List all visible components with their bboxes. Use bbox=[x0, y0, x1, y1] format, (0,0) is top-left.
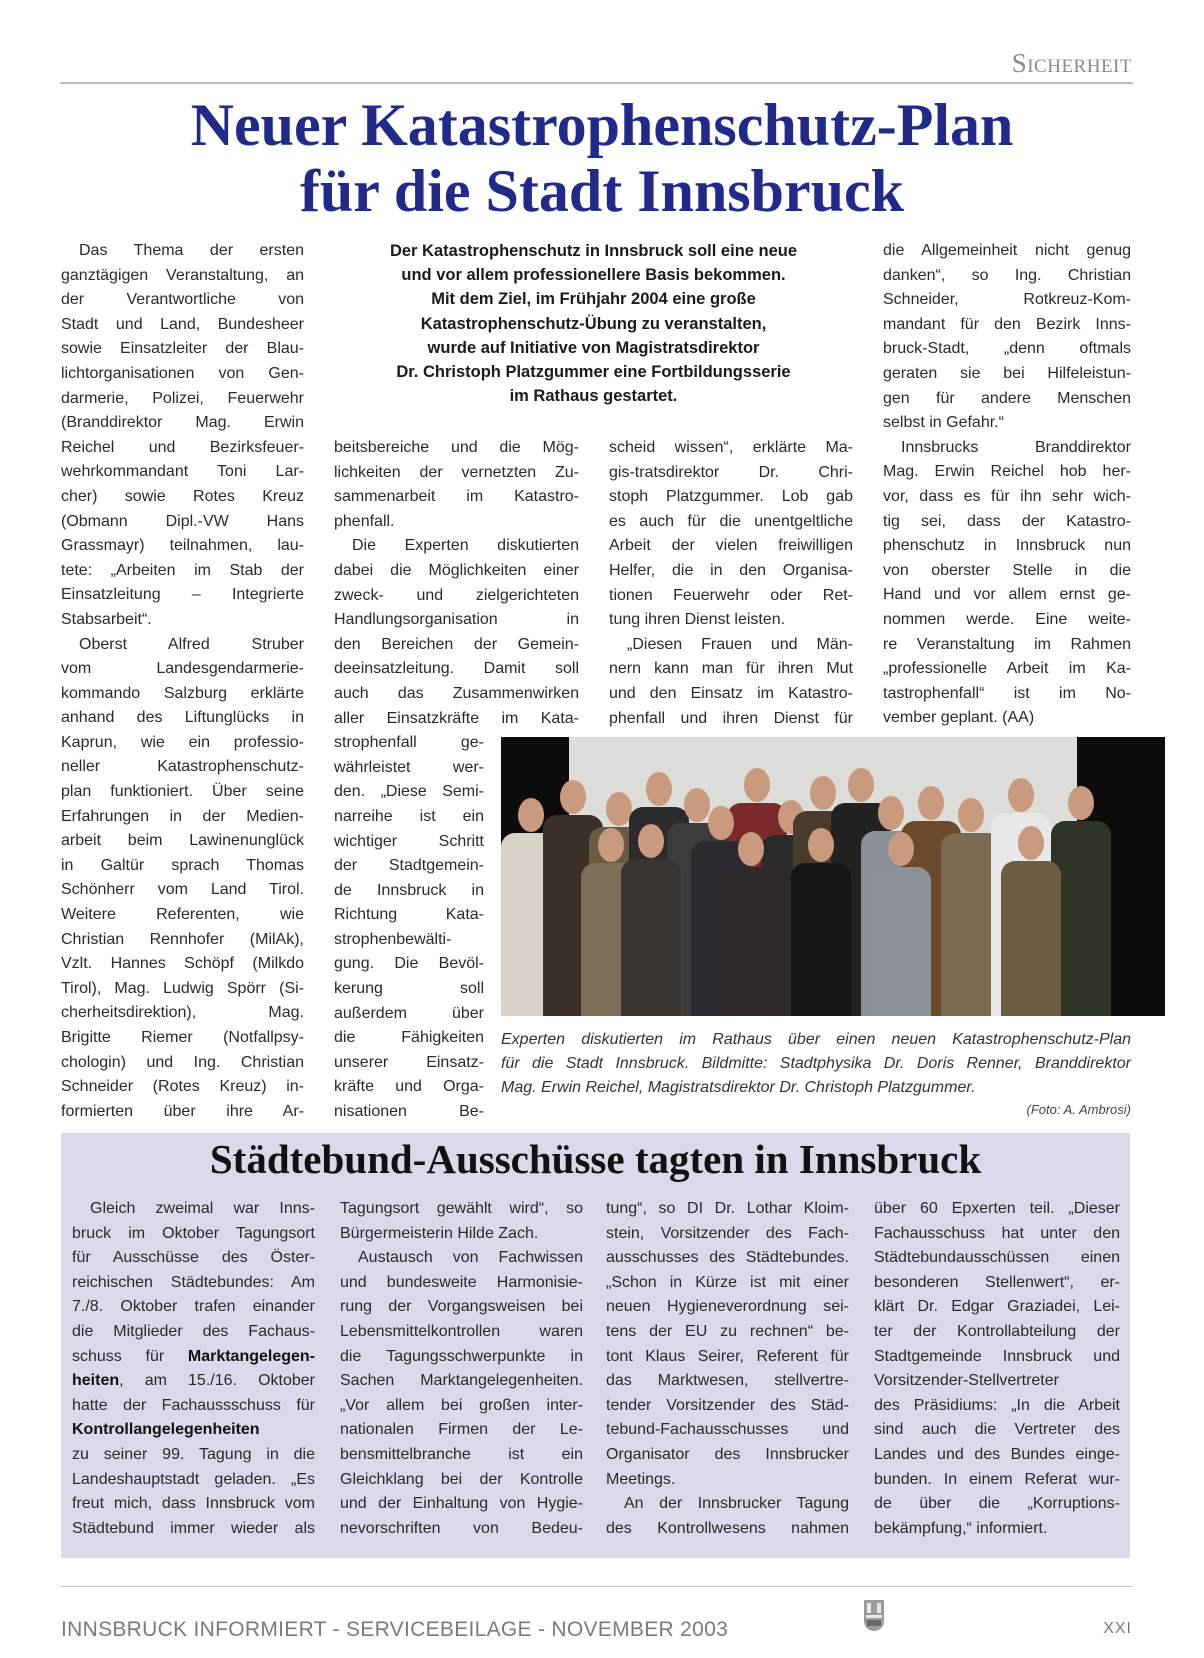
text-line: beitsbereiche und die Mög- bbox=[334, 439, 579, 456]
text-line: zu seiner 99. Tagung in die bbox=[72, 1445, 315, 1463]
footer-rule bbox=[60, 1586, 1133, 1587]
text-line: ter der Kontrollabteilung der bbox=[874, 1322, 1120, 1340]
text-segment: schuss für bbox=[72, 1347, 188, 1365]
person-body bbox=[871, 867, 931, 1016]
text-line: selbst in Gefahr.“ bbox=[883, 414, 1004, 432]
text-line: Stadtgemeinde Innsbruck und bbox=[874, 1347, 1120, 1365]
text-line: währleistet wer- bbox=[334, 758, 484, 776]
article-title-line: für die Stadt Innsbruck bbox=[299, 158, 905, 224]
person-head bbox=[888, 832, 914, 866]
text-line: besonderen Stellenwert“, er- bbox=[874, 1273, 1120, 1291]
text-line: Arbeit der vielen freiwilligen bbox=[609, 537, 853, 555]
text-line: stoph Platzgummer. Lob gab bbox=[609, 488, 853, 506]
text-line: des Kontrollwesens nahmen bbox=[606, 1519, 849, 1537]
text-line: Stabsarbeit“. bbox=[61, 610, 152, 628]
text-line: Landes und des Bundes einge- bbox=[874, 1445, 1120, 1463]
caption-line: Mag. Erwin Reichel, Magistratsdirektor Dr. Christoph Platzgummer. bbox=[501, 1079, 976, 1096]
person-head bbox=[808, 828, 834, 862]
text-line: die Allgemeinheit nicht genug bbox=[883, 242, 1131, 259]
text-line: Fachausschuss hat unter den bbox=[874, 1224, 1120, 1242]
text-line: das Marktwesen, stellvertre- bbox=[606, 1372, 849, 1390]
text-line: Richtung Kata- bbox=[334, 906, 484, 924]
person-head bbox=[878, 796, 904, 830]
text-line: nommen werde. Eine weite- bbox=[883, 610, 1131, 628]
text-line: neuen Hygieneverordnung sei- bbox=[606, 1298, 849, 1316]
text-line: bensmittelbranche ist ein bbox=[340, 1445, 583, 1463]
text-line: tung ihren Dienst leisten. bbox=[609, 611, 786, 629]
lead-line: Dr. Christoph Platzgummer eine Fortbildungsserie bbox=[396, 363, 791, 382]
header-rule bbox=[60, 82, 1133, 84]
bold-term: heiten bbox=[72, 1372, 120, 1390]
person-head bbox=[744, 768, 770, 802]
publication-footer: INNSBRUCK INFORMIERT - SERVICEBEILAGE - NOVEMBER 2003 bbox=[61, 1618, 729, 1641]
text-line: Tagungsort gewählt wird“, so bbox=[340, 1200, 583, 1217]
text-line: tender Vorsitzender des Städ- bbox=[606, 1396, 849, 1414]
article-title bbox=[40, 92, 1164, 224]
person-head bbox=[1018, 826, 1044, 860]
text-line: „Schon in Kürze ist mit einer bbox=[606, 1273, 849, 1291]
text-line: gung. Die Bevöl- bbox=[334, 955, 484, 973]
text-line: deeinsatzleitung. Damit soll bbox=[334, 660, 579, 678]
text-line: rung der Vorgangsweisen bei bbox=[340, 1298, 583, 1316]
text-line: es auch für die unentgeltliche bbox=[609, 512, 853, 530]
person-head bbox=[918, 786, 944, 820]
text-line: tung“, so DI Dr. Lothar Kloim- bbox=[606, 1200, 849, 1217]
text-line: Sachen Marktangelegenheiten. bbox=[340, 1372, 583, 1390]
text-line: Stadt und Land, Bundesheer bbox=[61, 315, 304, 333]
text-line: den Bereichen der Gemein- bbox=[334, 635, 579, 653]
text-line: „Diesen Frauen und Män- bbox=[627, 635, 853, 653]
text-line: auch das Zusammenwirken bbox=[334, 684, 579, 702]
text-line: Mag. Erwin Reichel hob her- bbox=[883, 463, 1131, 481]
text-line: re Veranstaltung im Rahmen bbox=[883, 635, 1131, 653]
text-line: (Obmann Dipl.-VW Hans bbox=[61, 512, 304, 530]
text-line: anhand des Liftunglücks in bbox=[61, 709, 304, 727]
text-line: Bürgermeisterin Hilde Zach. bbox=[340, 1224, 539, 1242]
lead-line: Katastrophenschutz-Übung zu veranstalten, bbox=[420, 314, 767, 333]
person-head bbox=[606, 792, 632, 826]
text-line: für Ausschüsse des Öster- bbox=[72, 1249, 315, 1267]
text-line: kerung soll bbox=[334, 980, 484, 998]
text-line: Oberst Alfred Struber bbox=[79, 635, 304, 653]
text-line: kommando Salzburg erklärte bbox=[61, 684, 304, 702]
text-line: tastrophenfall“ ist im No- bbox=[883, 684, 1131, 702]
text-line: Austausch von Fachwissen bbox=[358, 1249, 583, 1267]
photo-credit: (Foto: A. Ambrosi) bbox=[1026, 1102, 1131, 1117]
text-line bbox=[72, 1345, 315, 1370]
text-line: dabei die Möglichkeiten einer bbox=[334, 561, 579, 579]
text-line: aller Einsatzkräfte im Kata- bbox=[334, 709, 579, 727]
person-head bbox=[738, 832, 764, 866]
text-line: gis-tratsdirektor Dr. Chri- bbox=[609, 463, 853, 481]
person-body bbox=[1001, 861, 1061, 1016]
person-head bbox=[684, 788, 710, 822]
text-line: den. „Diese Semi- bbox=[334, 783, 484, 801]
text-line: formierten über ihre Ar- bbox=[61, 1102, 304, 1120]
text-line: zweck- und zielgerichteten bbox=[334, 586, 579, 604]
person-head bbox=[1008, 778, 1034, 812]
text-line: de über die „Korruptions- bbox=[874, 1495, 1120, 1513]
text-line: Gleichklang bei der Kontrolle bbox=[340, 1470, 583, 1488]
text-line: der Stadtgemein- bbox=[334, 857, 484, 875]
text-line: stein, Vorsitzender des Fach- bbox=[606, 1224, 849, 1242]
text-line: Meetings. bbox=[606, 1470, 676, 1488]
text-line: von oberster Stelle in die bbox=[883, 561, 1131, 579]
text-line: Einsatzleitung – Integrierte bbox=[61, 586, 304, 604]
text-line: de Innsbruck in bbox=[334, 881, 484, 899]
person-head bbox=[518, 798, 544, 832]
text-line: cherheitsdirektion), Mag. bbox=[61, 1004, 304, 1022]
text-line: hatte der Fachaussschuss für bbox=[72, 1396, 315, 1414]
text-line: Vorsitzender-Stellvertreter bbox=[874, 1372, 1059, 1390]
text-line: Christian Rennhofer (MilAk), bbox=[61, 930, 304, 948]
text-line: Landeshauptstadt geladen. „Es bbox=[72, 1470, 315, 1488]
text-line: tionen Feuerwehr oder Ret- bbox=[609, 586, 853, 604]
text-line: die Tagungsschwerpunkte in bbox=[340, 1347, 583, 1365]
text-line: Reichel und Bezirksfeuer- bbox=[61, 438, 304, 456]
text-line: bruck-Stadt, „denn oftmals bbox=[883, 340, 1131, 358]
person-head bbox=[638, 824, 664, 858]
bold-term: Kontrollangelegenheiten bbox=[72, 1421, 260, 1439]
text-line: außerdem über bbox=[334, 1004, 484, 1022]
innsbruck-coat-of-arms-icon bbox=[863, 1598, 885, 1632]
text-line: tont Klaus Seirer, Referent für bbox=[606, 1347, 849, 1365]
text-column bbox=[609, 436, 853, 731]
text-line: die Fähigkeiten bbox=[334, 1029, 484, 1047]
text-line: der Verantwortliche von bbox=[61, 291, 304, 309]
text-line: ganztägigen Veranstaltung, an bbox=[61, 266, 304, 284]
text-line: strophenbewälti- bbox=[334, 930, 452, 948]
group-photo bbox=[501, 737, 1165, 1016]
text-line: reichischen Städtebundes: Am bbox=[72, 1273, 315, 1291]
text-line: lichkeiten der vernetzten Zu- bbox=[334, 463, 579, 481]
text-line: Brigitte Riemer (Notfallpsy- bbox=[61, 1029, 304, 1046]
text-line: Städtebundausschüssen einen bbox=[874, 1249, 1120, 1267]
text-line: Das Thema der ersten bbox=[79, 242, 304, 259]
person-head bbox=[560, 780, 586, 814]
text-line: Gleich zweimal war Inns- bbox=[90, 1200, 315, 1217]
text-line: scheid wissen“, erklärte Ma- bbox=[609, 439, 853, 456]
person-head bbox=[708, 806, 734, 840]
text-line: darmerie, Polizei, Feuerwehr bbox=[61, 389, 304, 407]
person-head bbox=[598, 828, 624, 862]
article-title-line: Neuer Katastrophenschutz-Plan bbox=[190, 92, 1014, 158]
text-line: Innsbrucks Branddirektor bbox=[901, 438, 1131, 456]
text-line: bruck im Oktober Tagungsort bbox=[72, 1224, 315, 1242]
text-line: und bundesweite Harmonisie- bbox=[340, 1273, 583, 1291]
text-line: Weitere Referenten, wie bbox=[61, 906, 304, 924]
text-segment: , am 15./16. Oktober bbox=[119, 1372, 315, 1390]
text-line: lichtorganisationen von Gen- bbox=[61, 364, 304, 382]
text-line: nern kann man für ihren Mut bbox=[609, 660, 853, 678]
text-line: Hand und vor allem ernst ge- bbox=[883, 586, 1131, 604]
person-body bbox=[621, 859, 681, 1016]
text-line: phenschutz in Innsbruck nun bbox=[883, 537, 1131, 555]
caption-line: für die Stadt Innsbruck. Bildmitte: Stadtphysika Dr. Doris Renner, Branddirektor bbox=[501, 1055, 1131, 1072]
text-line: phenfall und ihren Dienst für bbox=[609, 709, 853, 727]
text-line: vor, dass es für ihn sehr wich- bbox=[883, 487, 1131, 505]
text-column bbox=[340, 1197, 583, 1541]
lead-line: wurde auf Initiative von Magistratsdirektor bbox=[427, 338, 760, 357]
text-column bbox=[61, 239, 304, 1124]
text-line: ausschusses des Städtebundes. bbox=[606, 1249, 849, 1267]
text-line bbox=[72, 1369, 315, 1394]
text-line: danken“, so Ing. Christian bbox=[883, 266, 1131, 284]
text-line: Vzlt. Hannes Schöpf (Milkdo bbox=[61, 955, 304, 973]
text-line: vember geplant. (AA) bbox=[883, 709, 1035, 727]
text-line: nisationen Be- bbox=[334, 1103, 484, 1121]
text-line: Schneider, Rotkreuz-Kom- bbox=[883, 291, 1131, 309]
text-line: An der Innsbrucker Tagung bbox=[624, 1495, 849, 1513]
text-line: sammenarbeit im Katastro- bbox=[334, 488, 579, 506]
text-line: vom Landesgendarmerie- bbox=[61, 660, 304, 678]
text-line: neller Katastrophenschutz- bbox=[61, 758, 304, 776]
section-label: Sicherheit bbox=[1011, 48, 1132, 78]
text-line: gen für andere Menschen bbox=[883, 389, 1131, 407]
text-line: tens der EU zu rechnen“ be- bbox=[606, 1322, 849, 1340]
text-line: Helfer, die in den Organisa- bbox=[609, 561, 853, 579]
text-line: Städtebund immer wieder als bbox=[72, 1519, 315, 1537]
article-lead bbox=[334, 239, 853, 408]
text-line: mandant für den Bezirk Inns- bbox=[883, 315, 1131, 333]
text-column bbox=[606, 1197, 849, 1541]
text-line: wehrkommandant Toni Lar- bbox=[61, 463, 304, 481]
text-column bbox=[883, 239, 1131, 731]
text-line: nevorschriften von Bedeu- bbox=[340, 1519, 583, 1537]
person-body bbox=[791, 863, 851, 1016]
photo-caption bbox=[501, 1028, 1131, 1100]
text-line: Schneider (Rotes Kreuz) in- bbox=[61, 1078, 304, 1096]
text-line: narreihe ist ein bbox=[334, 807, 484, 825]
person-body bbox=[721, 867, 781, 1016]
box-title: Städtebund-Ausschüsse tagten in Innsbruck bbox=[209, 1136, 982, 1182]
text-line: nationalen Firmen der Le- bbox=[340, 1421, 583, 1439]
text-line: Tirol), Mag. Ludwig Spörr (Si- bbox=[61, 979, 304, 997]
text-line: (Branddirektor Mag. Erwin bbox=[61, 414, 304, 432]
lead-line: Der Katastrophenschutz in Innsbruck soll eine neue bbox=[389, 242, 798, 260]
text-line: Organisator des Innsbrucker bbox=[606, 1445, 849, 1463]
text-line: Lebensmittelkontrollen waren bbox=[340, 1322, 583, 1340]
text-line: tig sei, dass der Katastro- bbox=[883, 512, 1131, 530]
text-column bbox=[72, 1197, 315, 1541]
text-line: chologin) und Ing. Christian bbox=[61, 1053, 304, 1071]
text-line: sind auch die Vertreter des bbox=[874, 1421, 1120, 1439]
text-line: arbeit beim Lawinenunglück bbox=[61, 832, 304, 850]
person-head bbox=[848, 768, 874, 802]
text-line: und den Einsatz im Katastro- bbox=[609, 684, 853, 702]
text-line: unserer Einsatz- bbox=[334, 1053, 484, 1071]
person-head bbox=[646, 772, 672, 806]
text-line: bunden. In einem Referat wur- bbox=[874, 1470, 1120, 1488]
text-line: phenfall. bbox=[334, 512, 395, 530]
text-line: kräfte und Orga- bbox=[334, 1078, 484, 1096]
text-line: in Galtür sprach Thomas bbox=[61, 856, 304, 874]
text-column bbox=[874, 1197, 1120, 1541]
text-line: tebund-Fachausschusses und bbox=[606, 1421, 849, 1439]
text-line: bekämpfung,“ informiert. bbox=[874, 1519, 1048, 1537]
text-line: über 60 Epxerten teil. „Dieser bbox=[874, 1200, 1120, 1217]
text-line: wichtiger Schritt bbox=[334, 832, 484, 850]
lead-line: und vor allem professionellere Basis bekommen. bbox=[401, 266, 786, 285]
text-line: 7./8. Oktober trafen einander bbox=[72, 1298, 315, 1316]
text-line: Die Experten diskutierten bbox=[352, 537, 579, 555]
person-head bbox=[958, 798, 984, 832]
text-line: „professionelle Arbeit im Ka- bbox=[883, 660, 1131, 678]
text-line: strophenfall ge- bbox=[334, 734, 484, 752]
text-line: sowie Einsatzleiter der Blau- bbox=[61, 340, 304, 358]
text-line: geraten sie bei Hilfeleistun- bbox=[883, 364, 1131, 382]
text-line bbox=[72, 1418, 315, 1443]
text-line: tete: „Arbeiten im Stab der bbox=[61, 561, 304, 579]
text-line: freut mich, dass Innsbruck vom bbox=[72, 1495, 315, 1513]
person-head bbox=[1068, 786, 1094, 820]
text-line: Schönherr vom Land Tirol. bbox=[61, 881, 304, 899]
text-line: Erfahrungen in der Medien- bbox=[61, 807, 304, 825]
person-head bbox=[810, 776, 836, 810]
text-line: klärt Dr. Edgar Graziadei, Lei- bbox=[874, 1298, 1120, 1316]
text-line: die Mitglieder des Fachaus- bbox=[72, 1322, 315, 1340]
text-line: „Vor allem bei großen inter- bbox=[340, 1396, 583, 1414]
text-line: Kaprun, wie ein professio- bbox=[61, 733, 304, 751]
text-line: cher) sowie Rotes Kreuz bbox=[61, 487, 304, 505]
caption-line: Experten diskutierten im Rathaus über einen neuen Katastrophenschutz-Plan bbox=[501, 1031, 1131, 1048]
text-line: Grassmayr) teilnahmen, lau- bbox=[61, 537, 304, 555]
lead-line: Mit dem Ziel, im Frühjahr 2004 eine große bbox=[431, 290, 756, 309]
text-line: Handlungsorganisation in bbox=[334, 611, 579, 629]
text-line: und der Einhaltung von Hygie- bbox=[340, 1495, 583, 1513]
text-line: plan funktioniert. Über seine bbox=[61, 783, 304, 801]
page-number: XXI bbox=[1103, 1620, 1132, 1637]
bold-term: Marktangelegen- bbox=[187, 1347, 315, 1365]
lead-line: im Rathaus gestartet. bbox=[509, 387, 678, 406]
text-line: des Präsidiums: „In die Arbeit bbox=[874, 1396, 1120, 1414]
